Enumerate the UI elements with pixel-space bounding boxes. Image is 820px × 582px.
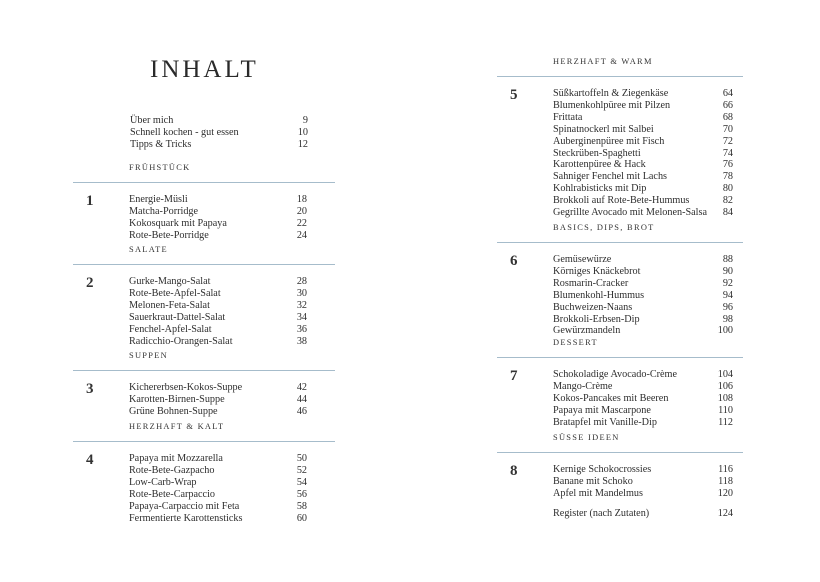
section-number: 8 [510, 463, 518, 479]
section-divider [497, 357, 743, 358]
entry-label: Gemüsewürze [553, 254, 612, 265]
entry-page: 24 [296, 229, 307, 241]
entry-page: 82 [722, 195, 733, 207]
entry-page: 112 [718, 416, 733, 428]
section-dessert [497, 337, 743, 429]
section-divider [497, 242, 743, 243]
entry-page: 12 [297, 138, 308, 150]
section-entries [129, 194, 307, 242]
toc-entry[interactable] [130, 139, 308, 151]
toc-entry[interactable] [130, 127, 308, 139]
section-entries [129, 276, 307, 347]
entry-label: Banane mit Schoko [553, 475, 633, 487]
toc-entry[interactable] [553, 381, 733, 393]
toc-entry[interactable] [553, 290, 733, 302]
entry-label: Melonen-Feta-Salat [129, 299, 210, 311]
section-divider [497, 452, 743, 453]
section-suesse-ideen [497, 432, 743, 520]
page-title: INHALT [150, 56, 259, 83]
entry-label: Fenchel-Apfel-Salat [129, 323, 212, 335]
toc-entry[interactable] [553, 112, 733, 124]
entry-page: 58 [296, 500, 307, 512]
section-number: 6 [510, 253, 518, 269]
entry-page: 18 [296, 194, 307, 205]
toc-entry[interactable] [553, 88, 733, 100]
section-body [497, 254, 743, 337]
entry-page: 10 [297, 126, 308, 138]
toc-entry[interactable] [129, 489, 307, 501]
entry-label: Apfel mit Mandelmus [553, 487, 643, 499]
entry-page: 94 [722, 289, 733, 301]
toc-entry[interactable] [129, 394, 307, 406]
toc-entry[interactable] [553, 100, 733, 112]
section-number: 2 [86, 275, 94, 291]
section-heading: SÜSSE IDEEN [553, 433, 620, 442]
section-entries [553, 254, 733, 337]
entry-label: Kernige Schokocrossies [553, 464, 652, 475]
entry-label: Schnell kochen - gut essen [130, 126, 239, 138]
toc-entry[interactable] [553, 207, 733, 219]
entry-label: Rote-Bete-Apfel-Salat [129, 287, 221, 299]
entry-page: 46 [296, 405, 307, 417]
section-divider [73, 264, 335, 265]
entry-page: 56 [296, 488, 307, 500]
toc-entry[interactable] [129, 501, 307, 513]
section-number: 7 [510, 368, 518, 384]
entry-page: 124 [717, 507, 733, 519]
entry-label: Frittata [553, 111, 583, 123]
entry-label: Sauerkraut-Dattel-Salat [129, 311, 226, 323]
section-divider [73, 370, 335, 371]
section-number: 5 [510, 87, 518, 103]
section-heading: HERZHAFT & KALT [129, 422, 225, 431]
toc-entry[interactable] [553, 171, 733, 183]
toc-entry[interactable] [553, 405, 733, 417]
toc-entry[interactable] [553, 159, 733, 171]
entry-page: 66 [722, 99, 733, 111]
entry-page: 32 [296, 299, 307, 311]
section-entries [553, 369, 733, 429]
entry-page: 110 [718, 404, 733, 416]
toc-entry[interactable] [553, 148, 733, 160]
entry-page: 54 [296, 476, 307, 488]
entry-page: 118 [718, 475, 733, 487]
entry-page: 70 [722, 123, 733, 135]
section-suppen [73, 350, 335, 418]
section-salate [73, 244, 335, 347]
entry-label: Tipps & Tricks [130, 138, 192, 150]
entry-page: 72 [722, 135, 733, 147]
entry-label: Sahniger Fenchel mit Lachs [553, 171, 668, 183]
entry-label: Gewürzmandeln [553, 325, 621, 337]
section-body [497, 464, 743, 520]
toc-entry[interactable] [553, 464, 733, 476]
section-basics [497, 222, 743, 337]
section-body [73, 276, 335, 347]
toc-entry[interactable] [129, 288, 307, 300]
toc-entry[interactable] [553, 302, 733, 314]
entry-label: Süßkartoffeln & Ziegenkäse [553, 88, 669, 99]
entry-label: Papaya-Carpaccio mit Feta [129, 500, 240, 512]
entry-label: Blumenkohl-Hummus [553, 289, 645, 301]
toc-entry[interactable] [129, 477, 307, 489]
entry-page: 78 [722, 171, 733, 183]
toc-entry[interactable] [129, 276, 307, 288]
entry-label: Kichererbsen-Kokos-Suppe [129, 382, 243, 393]
entry-page: 76 [722, 159, 733, 171]
entry-page: 9 [302, 115, 308, 126]
section-entries [129, 453, 307, 524]
section-heading: SUPPEN [129, 351, 168, 360]
entry-label: Spinatnockerl mit Salbei [553, 123, 654, 135]
entry-label: Energie-Müsli [129, 194, 188, 205]
toc-entry[interactable] [129, 324, 307, 336]
entry-page: 52 [296, 464, 307, 476]
entry-page: 90 [722, 265, 733, 277]
entry-label: Brokkoli auf Rote-Bete-Hummus [553, 195, 690, 207]
toc-entry[interactable] [129, 453, 307, 465]
entry-page: 74 [722, 147, 733, 159]
entry-page: 50 [296, 453, 307, 464]
entry-label: Bratapfel mit Vanille-Dip [553, 416, 657, 428]
toc-entry[interactable] [553, 314, 733, 326]
entry-page: 100 [717, 325, 733, 337]
section-body [73, 453, 335, 524]
toc-entry[interactable] [553, 266, 733, 278]
entry-page: 20 [296, 205, 307, 217]
entry-label: Karotten-Birnen-Suppe [129, 393, 225, 405]
entry-label: Buchweizen-Naans [553, 301, 633, 313]
section-heading: HERZHAFT & WARM [553, 57, 653, 66]
intro-list [130, 115, 308, 151]
entry-label: Kokosquark mit Papaya [129, 217, 227, 229]
toc-entry[interactable] [129, 206, 307, 218]
entry-label: Rosmarin-Cracker [553, 277, 629, 289]
toc-entry[interactable] [553, 369, 733, 381]
toc-entry[interactable] [129, 230, 307, 242]
entry-page: 64 [722, 88, 733, 99]
section-heading: BASICS, DIPS, BROT [553, 223, 655, 232]
section-divider [497, 76, 743, 77]
section-heading: FRÜHSTÜCK [129, 163, 191, 172]
entry-page: 68 [722, 111, 733, 123]
entry-page: 34 [296, 311, 307, 323]
entry-label: Blumenkohlpüree mit Pilzen [553, 99, 671, 111]
entry-page: 104 [717, 369, 733, 380]
entry-label: Rote-Bete-Carpaccio [129, 488, 215, 500]
section-heading: SALATE [129, 245, 168, 254]
entry-page: 44 [296, 393, 307, 405]
entry-page: 96 [722, 301, 733, 313]
entry-label: Radicchio-Orangen-Salat [129, 335, 233, 347]
section-number: 3 [86, 381, 94, 397]
entry-label: Register (nach Zutaten) [553, 507, 650, 519]
entry-label: Rote-Bete-Gazpacho [129, 464, 215, 476]
entry-page: 22 [296, 217, 307, 229]
register-entry[interactable] [553, 508, 733, 520]
entry-page: 116 [718, 464, 733, 475]
section-entries [553, 464, 733, 520]
section-body [73, 194, 335, 242]
entry-page: 108 [717, 392, 733, 404]
section-divider [73, 182, 335, 183]
entry-page: 60 [296, 512, 307, 524]
entry-label: Fermentierte Karottensticks [129, 512, 243, 524]
entry-label: Über mich [130, 115, 174, 126]
entry-label: Mango-Crème [553, 380, 613, 392]
entry-label: Körniges Knäckebrot [553, 265, 641, 277]
entry-label: Papaya mit Mascarpone [553, 404, 651, 416]
entry-label: Brokkoli-Erbsen-Dip [553, 313, 640, 325]
section-body [73, 382, 335, 418]
entry-page: 88 [722, 254, 733, 265]
toc-entry[interactable] [129, 406, 307, 418]
toc-entry[interactable] [129, 300, 307, 312]
entry-page: 38 [296, 335, 307, 347]
section-fruehstueck [73, 162, 335, 242]
section-entries [129, 382, 307, 418]
section-herzhaft-warm [497, 56, 743, 219]
entry-label: Gurke-Mango-Salat [129, 276, 211, 287]
entry-page: 92 [722, 277, 733, 289]
section-herzhaft-kalt [73, 421, 335, 524]
entry-label: Schokoladige Avocado-Crème [553, 369, 678, 380]
toc-entry[interactable] [129, 465, 307, 477]
entry-page: 30 [296, 287, 307, 299]
section-heading: DESSERT [553, 338, 598, 347]
toc-entry[interactable] [129, 194, 307, 206]
entry-page: 80 [722, 183, 733, 195]
entry-label: Kokos-Pancakes mit Beeren [553, 392, 669, 404]
toc-entry[interactable] [130, 115, 308, 127]
toc-entry[interactable] [553, 254, 733, 266]
entry-page: 120 [717, 487, 733, 499]
entry-label: Matcha-Porridge [129, 205, 199, 217]
section-divider [73, 441, 335, 442]
entry-page: 106 [717, 380, 733, 392]
toc-entry[interactable] [553, 136, 733, 148]
entry-page: 28 [296, 276, 307, 287]
entry-label: Karottenpüree & Hack [553, 159, 646, 171]
toc-entry[interactable] [553, 195, 733, 207]
entry-label: Papaya mit Mozzarella [129, 453, 223, 464]
entry-page: 42 [296, 382, 307, 393]
toc-entry[interactable] [129, 218, 307, 230]
toc-entry[interactable] [129, 513, 307, 525]
toc-entry[interactable] [553, 417, 733, 429]
section-entries [553, 88, 733, 219]
toc-entry[interactable] [553, 325, 733, 337]
toc-entry[interactable] [553, 476, 733, 488]
entry-label: Rote-Bete-Porridge [129, 229, 209, 241]
section-body [497, 88, 743, 219]
entry-label: Steckrüben-Spaghetti [553, 147, 641, 159]
toc-entry[interactable] [553, 278, 733, 290]
section-number: 1 [86, 193, 94, 209]
toc-entry[interactable] [553, 393, 733, 405]
entry-label: Low-Carb-Wrap [129, 476, 197, 488]
entry-label: Kohlrabisticks mit Dip [553, 183, 647, 195]
entry-page: 36 [296, 323, 307, 335]
entry-page: 84 [722, 207, 733, 219]
toc-entry[interactable] [129, 382, 307, 394]
toc-entry[interactable] [553, 124, 733, 136]
toc-entry[interactable] [129, 312, 307, 324]
section-body [497, 369, 743, 429]
toc-entry[interactable] [129, 336, 307, 348]
entry-label: Grüne Bohnen-Suppe [129, 405, 218, 417]
section-number: 4 [86, 452, 94, 468]
toc-entry[interactable] [553, 183, 733, 195]
toc-entry[interactable] [553, 488, 733, 500]
entry-label: Gegrillte Avocado mit Melonen-Salsa [553, 207, 707, 219]
entry-label: Auberginenpüree mit Fisch [553, 135, 665, 147]
entry-page: 98 [722, 313, 733, 325]
